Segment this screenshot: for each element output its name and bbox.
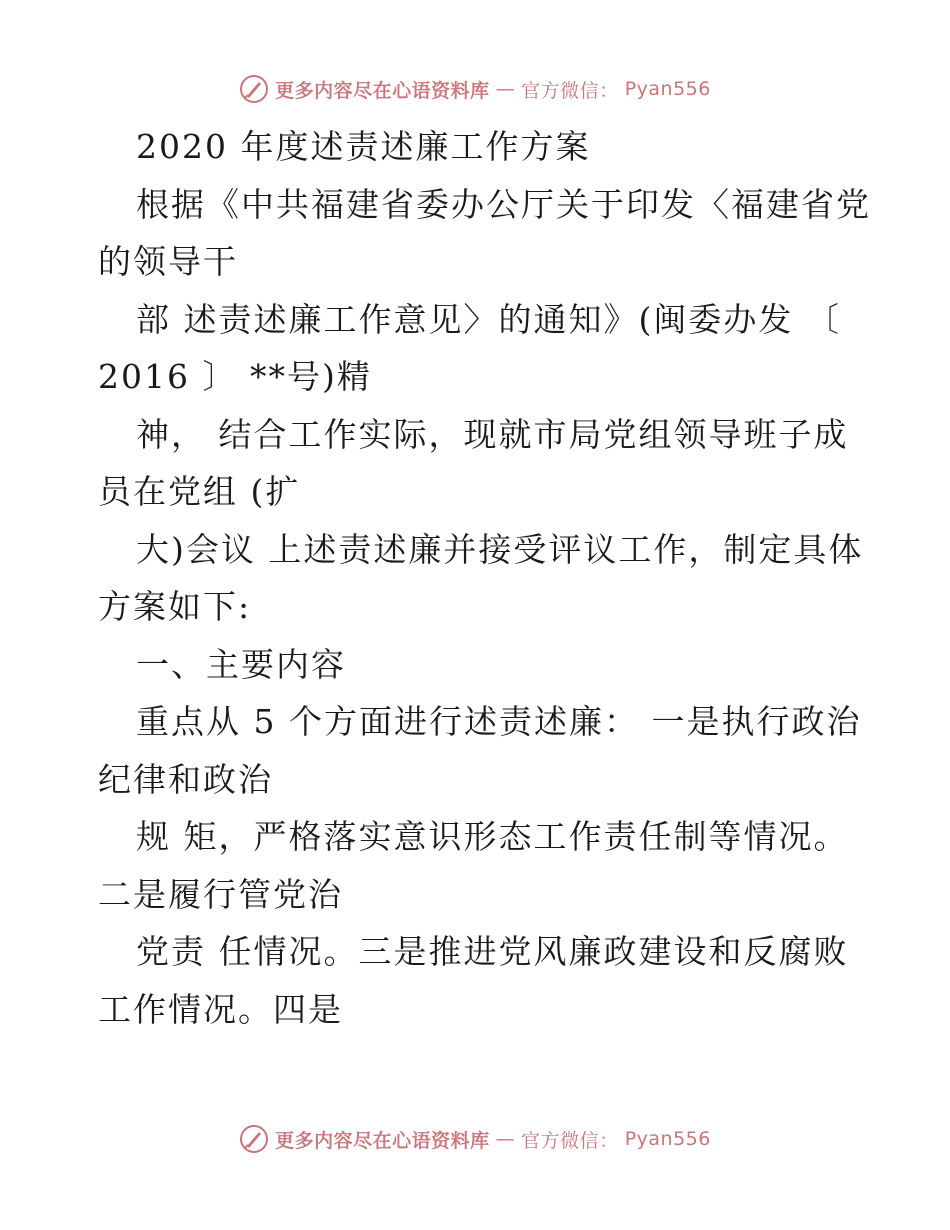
document-line: 一、主要内容 [136,644,346,684]
document-line: 神， 结合工作实际，现就市局党组领导班子成 [136,414,849,454]
watermark-separator: — [495,1128,516,1150]
document-line: 工作情况。四是 [98,989,343,1029]
quill-logo-icon [239,74,269,104]
quill-logo-icon [239,1124,269,1154]
watermark-account-label: 官方微信： [521,1129,619,1152]
document-line: 2020 年度述责述廉工作方案 [136,127,591,166]
document-line: 规 矩，严格落实意识形态工作责任制等情况。 [136,817,849,856]
header-watermark [0,74,950,104]
document-line: 根据《中共福建省委办公厅关于印发〈福建省党 [136,184,871,224]
watermark-separator: — [495,78,516,100]
watermark-account-label: 官方微信： [521,79,619,102]
document-line: 2016 〕 **号)精 [98,357,372,396]
watermark-text: 更多内容尽在心语资料库 [275,1129,490,1152]
document-body [98,118,871,1038]
document-line: 的领导干 [98,242,238,281]
document-line: 党责 任情况。三是推进党风廉政建设和反腐败 [136,932,849,971]
watermark-account-id: Pyan556 [624,78,711,100]
document-line: 方案如下: [98,587,252,626]
footer-watermark [0,1124,950,1154]
document-line: 员在党组 (扩 [98,472,301,511]
document-line: 大)会议 上述责述廉并接受评议工作，制定具体 [136,529,864,569]
document-line: 重点从 5 个方面进行述责述廉： 一是执行政治 [136,702,862,741]
watermark-text: 更多内容尽在心语资料库 [275,79,490,102]
document-line: 二是履行管党治 [98,874,343,914]
document-line: 部 述责述廉工作意见〉的通知》(闽委办发 〔 [136,299,841,339]
watermark-account-id: Pyan556 [624,1128,711,1150]
document-line: 纪律和政治 [98,759,273,799]
